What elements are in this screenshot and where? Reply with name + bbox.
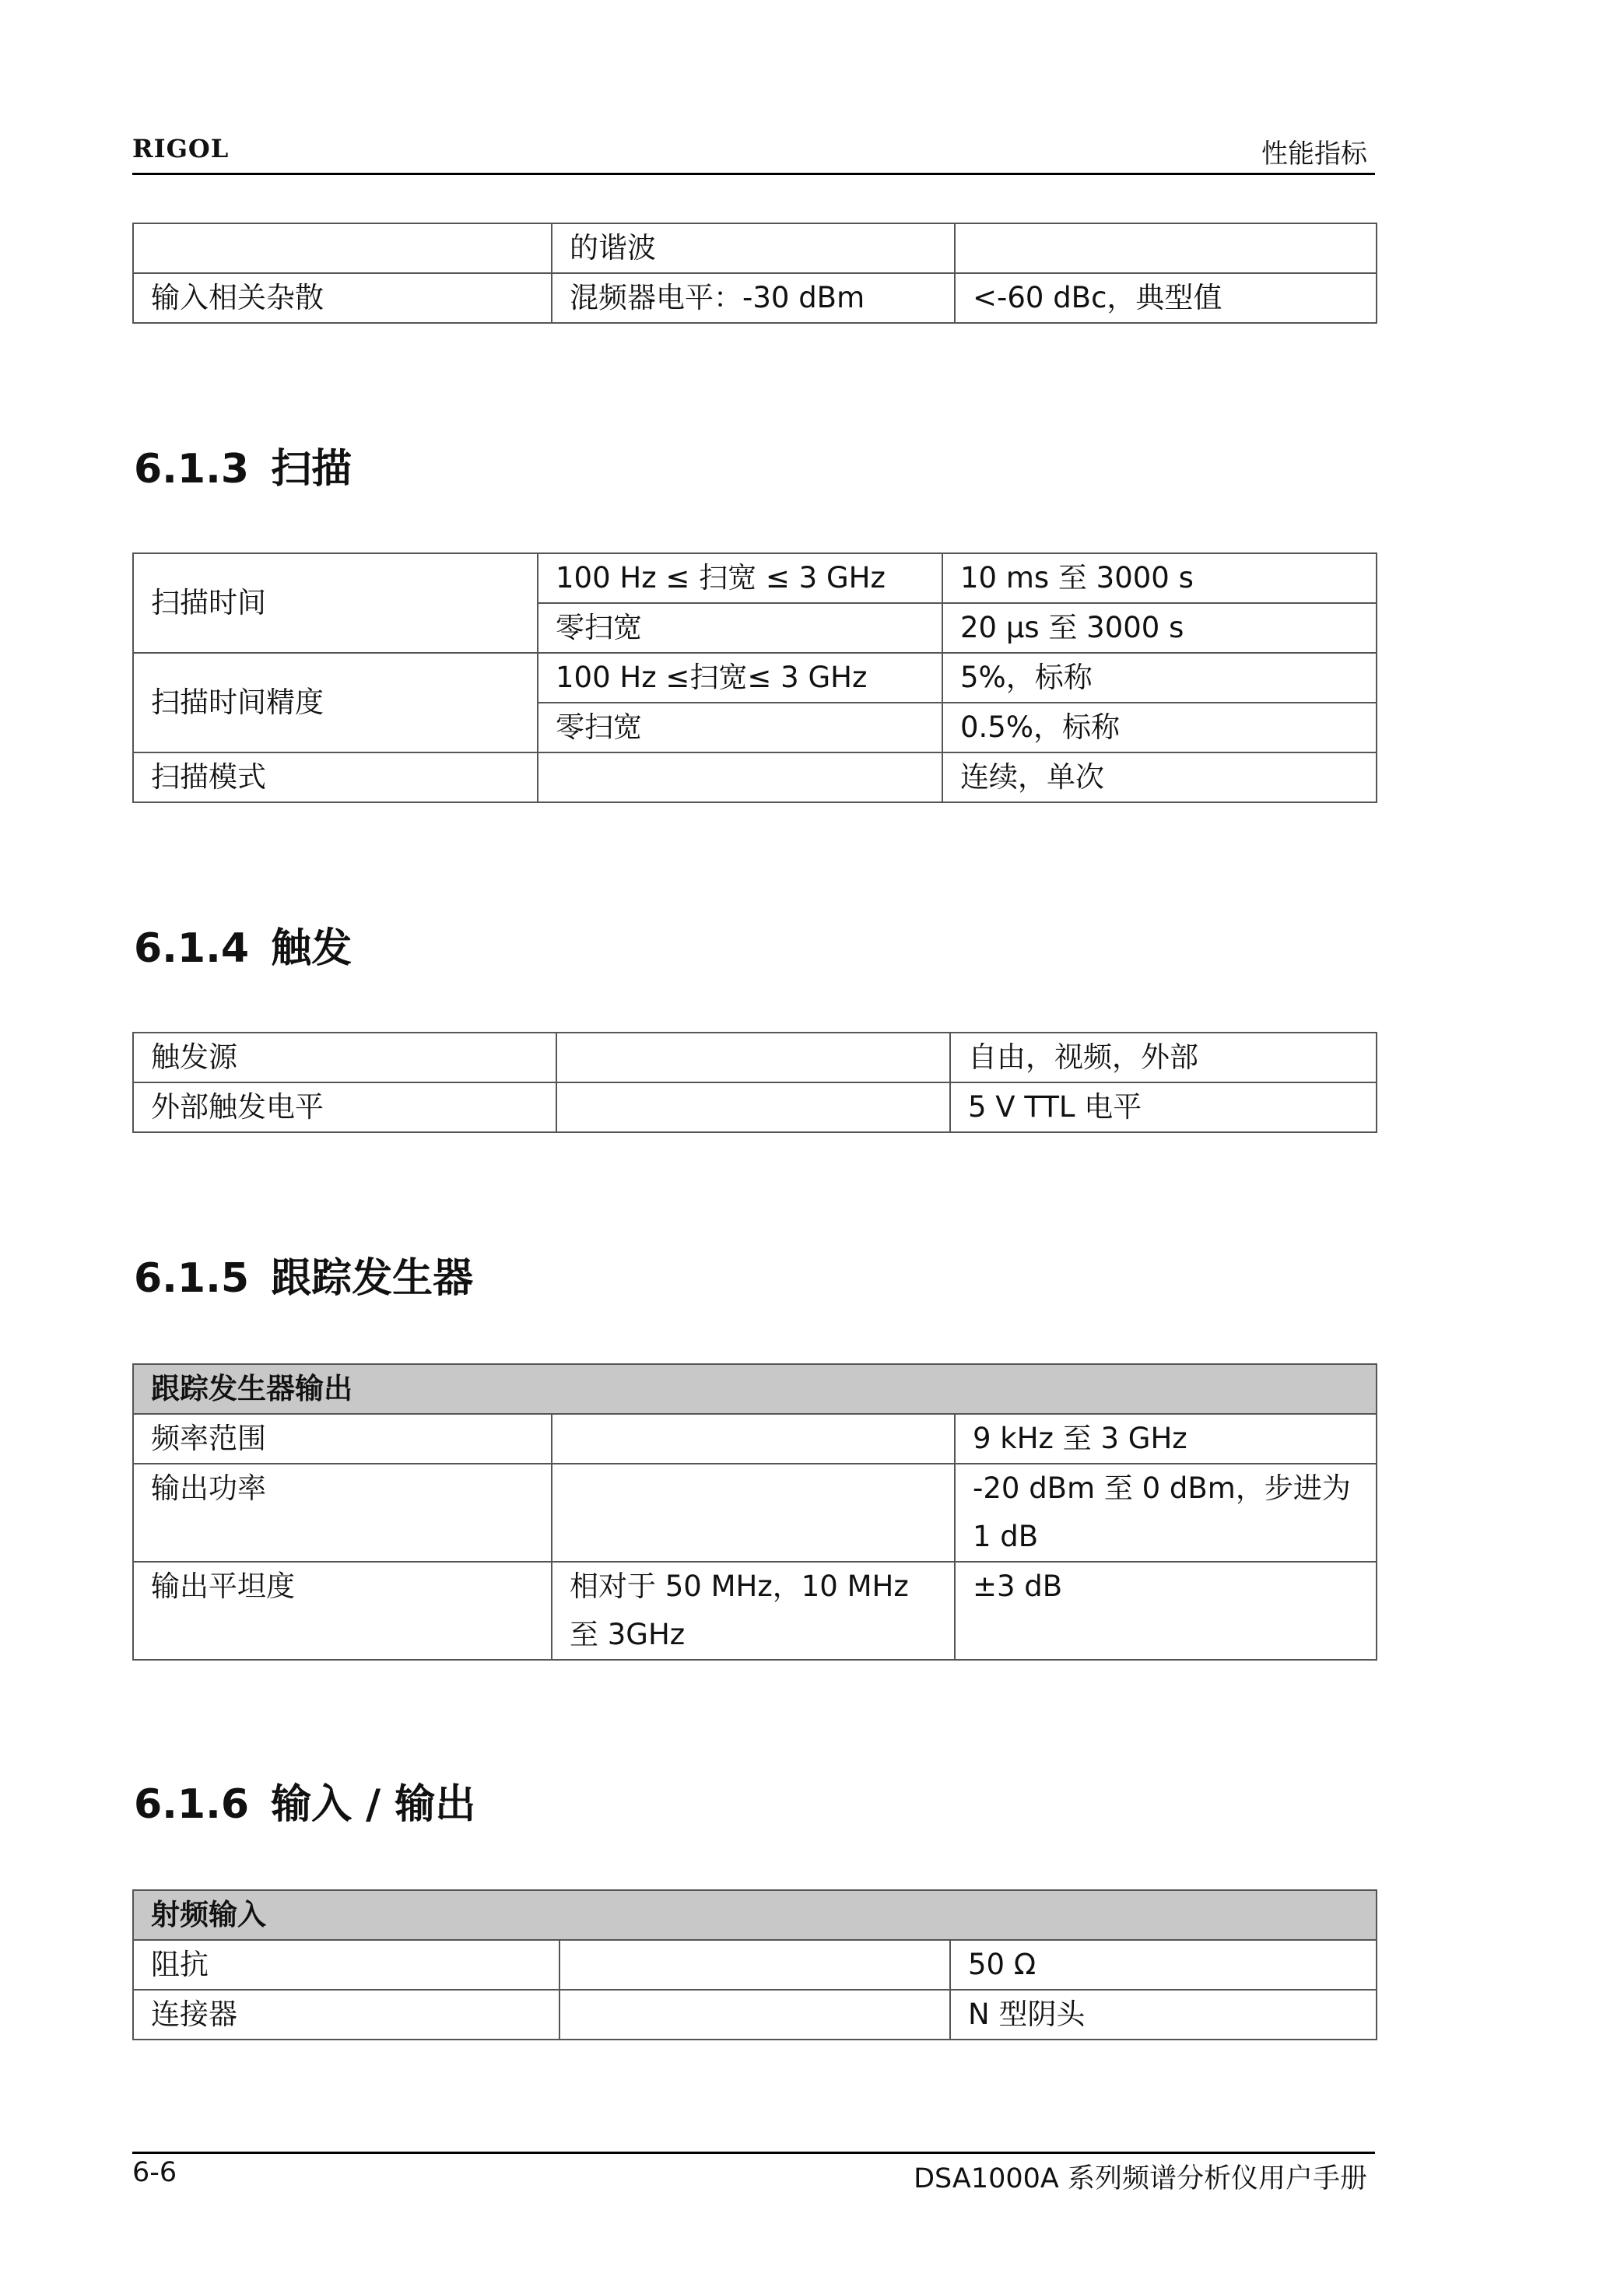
section-heading-io — [134, 1771, 475, 1829]
table-cell: <-60 dBc，典型值 — [955, 273, 1377, 323]
tracking-generator-table — [132, 1363, 1377, 1661]
table-row — [133, 223, 1377, 273]
table-cell: 自由，视频，外部 — [950, 1033, 1377, 1082]
table-cell: 外部触发电平 — [133, 1082, 556, 1132]
table-cell — [133, 223, 552, 273]
page-number: 6-6 — [132, 2157, 177, 2188]
table-group-header — [133, 1364, 1377, 1414]
table-cell: 射频输入 — [133, 1890, 1377, 1940]
table-cell: 0.5%，标称 — [942, 703, 1377, 752]
table-group-header — [133, 1890, 1377, 1940]
table-cell: 零扫宽 — [538, 603, 942, 653]
section-title: 输入 / 输出 — [271, 1781, 476, 1828]
table-cell: 零扫宽 — [538, 703, 942, 752]
table-cell: 阻抗 — [133, 1940, 559, 1990]
table-cell: 20 μs 至 3000 s — [942, 603, 1377, 653]
table-cell: 相对于 50 MHz，10 MHz 至 3GHz — [552, 1562, 955, 1660]
table-cell: 混频器电平：-30 dBm — [552, 273, 955, 323]
header-title: 性能指标 — [1261, 139, 1367, 170]
table-row — [133, 1033, 1377, 1082]
table-cell: 的谐波 — [552, 223, 955, 273]
table-cell — [559, 1940, 950, 1990]
table-cell: 输出平坦度 — [133, 1562, 552, 1660]
spurious-table — [132, 223, 1377, 324]
section-heading-sweep — [134, 436, 352, 494]
header-rule — [132, 173, 1375, 175]
section-heading-tracking-generator — [134, 1245, 473, 1303]
section-title: 触发 — [271, 925, 353, 972]
table-cell: 100 Hz ≤ 扫宽 ≤ 3 GHz — [538, 553, 942, 603]
trigger-table — [132, 1032, 1377, 1133]
table-row — [133, 1562, 1377, 1660]
section-number: 6.1.3 — [134, 446, 250, 493]
table-cell: 触发源 — [133, 1033, 556, 1082]
section-title: 扫描 — [271, 446, 353, 493]
table-cell: 5%，标称 — [942, 653, 1377, 703]
table-cell: 扫描模式 — [133, 752, 538, 802]
section-title: 跟踪发生器 — [271, 1255, 474, 1302]
table-row — [133, 1082, 1377, 1132]
table-cell: 连续，单次 — [942, 752, 1377, 802]
table-cell: N 型阴头 — [950, 1990, 1377, 2040]
table-cell: 跟踪发生器输出 — [133, 1364, 1377, 1414]
table-row — [133, 1940, 1377, 1990]
table-cell — [955, 223, 1377, 273]
table-row — [133, 653, 1377, 703]
footer-rule — [132, 2152, 1375, 2154]
brand-logo: RIGOL — [132, 134, 230, 163]
table-cell: 连接器 — [133, 1990, 559, 2040]
table-row — [133, 553, 1377, 603]
section-number: 6.1.4 — [134, 925, 250, 972]
table-cell: 50 Ω — [950, 1940, 1377, 1990]
table-cell: 9 kHz 至 3 GHz — [955, 1414, 1377, 1464]
table-cell: 输入相关杂散 — [133, 273, 552, 323]
table-cell — [552, 1414, 955, 1464]
table-row — [133, 1414, 1377, 1464]
table-cell — [556, 1082, 950, 1132]
table-cell: 10 ms 至 3000 s — [942, 553, 1377, 603]
rf-input-table — [132, 1889, 1377, 2040]
sweep-table — [132, 552, 1377, 803]
section-number: 6.1.6 — [134, 1781, 250, 1828]
table-cell — [556, 1033, 950, 1082]
table-row — [133, 1990, 1377, 2040]
table-cell: -20 dBm 至 0 dBm，步进为 1 dB — [955, 1464, 1377, 1562]
table-cell: 5 V TTL 电平 — [950, 1082, 1377, 1132]
table-cell — [559, 1990, 950, 2040]
table-row — [133, 1464, 1377, 1562]
section-heading-trigger — [134, 915, 352, 973]
table-cell: 频率范围 — [133, 1414, 552, 1464]
table-row — [133, 752, 1377, 802]
table-cell: ±3 dB — [955, 1562, 1377, 1660]
table-cell: 扫描时间精度 — [133, 653, 538, 752]
table-cell — [552, 1464, 955, 1562]
table-cell: 100 Hz ≤扫宽≤ 3 GHz — [538, 653, 942, 703]
table-cell: 扫描时间 — [133, 553, 538, 653]
section-number: 6.1.5 — [134, 1255, 250, 1302]
table-row — [133, 273, 1377, 323]
table-cell — [538, 752, 942, 802]
table-cell: 输出功率 — [133, 1464, 552, 1562]
footer-title: DSA1000A 系列频谱分析仪用户手册 — [914, 2163, 1367, 2194]
